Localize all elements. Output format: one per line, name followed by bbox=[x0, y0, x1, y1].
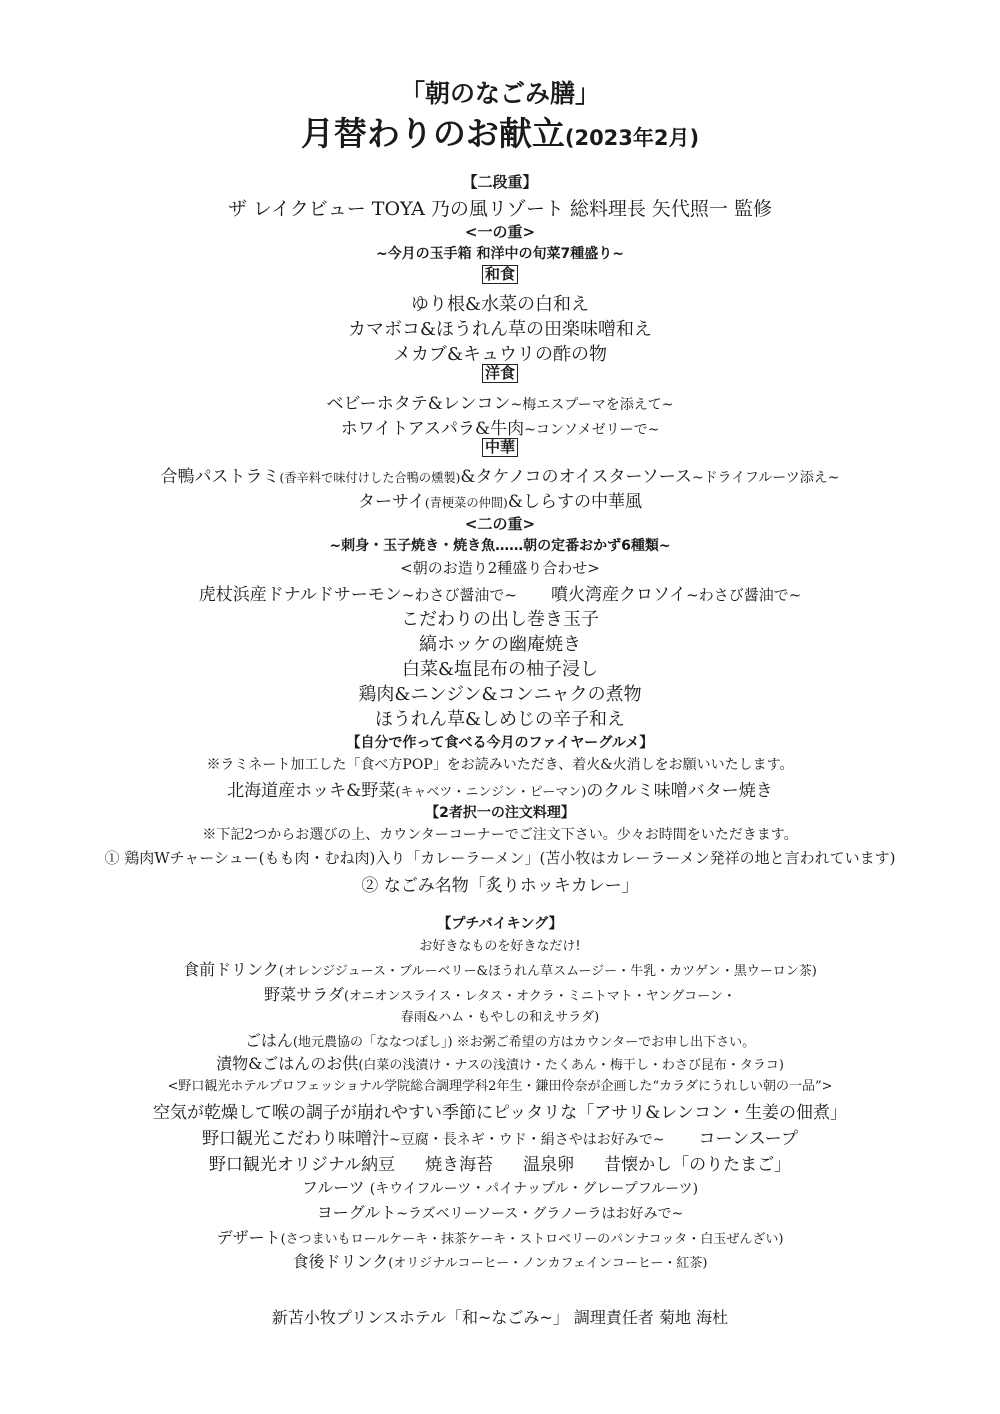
nidanju-heading: 【二段重】 bbox=[462, 173, 538, 191]
item-note: (さつまいもロールケーキ・抹茶ケーキ・ストロベリーのパンナコッタ・白玉ぜんざい) bbox=[280, 1232, 784, 1247]
sides-row bbox=[0, 1150, 1000, 1175]
item-main: 野菜サラダ bbox=[264, 985, 344, 1004]
menu-item bbox=[0, 462, 1000, 487]
item-main: 漬物&ごはんのお供 bbox=[216, 1054, 359, 1073]
item-note: ~わさび醤油で~ bbox=[401, 586, 517, 604]
item-main: 食前ドリンク bbox=[183, 960, 279, 979]
title-text: 月替わりのお献立 bbox=[300, 114, 565, 153]
ichi-no-ju-theme: ~今月の玉手箱 和洋中の旬菜7種盛り~ bbox=[375, 246, 625, 262]
side-item: 野口観光オリジナル納豆 bbox=[208, 1155, 396, 1175]
item-note: ~豆腐・長ネギ・ウド・絹さやはお好みで~ bbox=[389, 1132, 665, 1148]
menu-item: メカブ&キュウリの酢の物 bbox=[392, 344, 608, 365]
page-title bbox=[0, 108, 1000, 155]
menu-item bbox=[0, 487, 1000, 512]
supervisor-credit: ザ レイクビュー TOYA 乃の風リゾート 総料理長 矢代照一 監修 bbox=[228, 198, 772, 220]
buffet-item bbox=[0, 1051, 1000, 1074]
item-note: ~わさび醤油で~ bbox=[686, 586, 802, 604]
fire-gourmet-heading: 【自分で作って食べる今月のファイヤーグルメ】 bbox=[346, 735, 654, 751]
buffet-item bbox=[0, 1225, 1000, 1248]
item-main: 北海道産ホッキ&野菜 bbox=[227, 781, 396, 801]
item-main: ホワイトアスパラ&牛肉 bbox=[340, 419, 525, 439]
item-extra: コーンスープ bbox=[698, 1129, 798, 1149]
sashimi-heading: <朝のお造り2種盛り合わせ> bbox=[400, 559, 600, 577]
footer-credit: 新苫小牧プリンスホテル「和~なごみ~」 調理責任者 菊地 海杜 bbox=[271, 1308, 729, 1327]
item-note: ~ラズベリーソース・グラノーラはお好みで~ bbox=[396, 1206, 684, 1222]
menu-item: カマボコ&ほうれん草の田楽味噌和え bbox=[347, 319, 653, 340]
item-main: フルーツ bbox=[301, 1178, 365, 1197]
item-note: (キウイフルーツ・パイナップル・グレープフルーツ) bbox=[369, 1181, 699, 1197]
item-note: (キャベツ・ニンジン・ピーマン) bbox=[395, 785, 587, 800]
item-rest: &しらすの中華風 bbox=[507, 492, 642, 512]
item-note: (オレンジジュース・ブルーベリー&ほうれん草スムージー・牛乳・カツゲン・黒ウーロン茶) bbox=[278, 964, 817, 979]
fire-gourmet-note: ※ラミネート加工した「食べ方POP」をお読みいただき、着火&火消しをお願いいたします。 bbox=[206, 757, 794, 773]
side-item: 焼き海苔 bbox=[425, 1155, 494, 1175]
item-main: ターサイ bbox=[358, 492, 425, 512]
menu-item: ゆり根&水菜の白和え bbox=[410, 294, 590, 315]
buffet-heading: 【プチバイキング】 bbox=[437, 916, 563, 932]
item-main: 野口観光こだわり味噌汁 bbox=[202, 1129, 390, 1149]
buffet-item bbox=[0, 1028, 1000, 1051]
ni-no-ju-theme: ~刺身・玉子焼き・焼き魚……朝の定番おかず6種類~ bbox=[329, 538, 671, 554]
buffet-item bbox=[0, 1175, 1000, 1198]
item-main: 噴火湾産クロソイ bbox=[551, 585, 687, 605]
item-note: ~梅エスプーマを添えて~ bbox=[510, 397, 674, 413]
buffet-tagline: お好きなものを好きなだけ! bbox=[419, 939, 581, 954]
item-main: 虎杖浜産ドナルドサーモン bbox=[198, 585, 402, 605]
item-rest: のクルミ味噌バター焼き bbox=[586, 781, 773, 801]
side-item: 温泉卵 bbox=[523, 1155, 575, 1175]
buffet-item bbox=[0, 957, 1000, 980]
buffet-item bbox=[0, 1200, 1000, 1223]
item-note: ~コンソメゼリーで~ bbox=[524, 422, 660, 438]
yoshoku-label: 洋食 bbox=[482, 364, 518, 383]
item-main: デザート bbox=[216, 1228, 281, 1247]
order-option-2: ② なごみ名物「炙りホッキカレー」 bbox=[361, 876, 639, 896]
order-option-1: ① 鶏肉Wチャーシュー(もも肉・むね肉)入り「カレーラーメン」(苫小牧はカレーラーメン発祥の地と言われています) bbox=[104, 849, 896, 867]
menu-item: 鶏肉&ニンジン&コンニャクの煮物 bbox=[358, 684, 642, 705]
menu-subtitle: 「朝のなごみ膳」 bbox=[399, 79, 600, 108]
menu-item: 縞ホッケの幽庵焼き bbox=[419, 634, 581, 655]
washoku-label-row bbox=[0, 265, 1000, 284]
order-heading: 【2者択一の注文料理】 bbox=[425, 805, 575, 821]
item-main: ヨーグルト bbox=[316, 1203, 397, 1222]
item-main: 食後ドリンク bbox=[292, 1252, 389, 1271]
ichi-no-ju-heading: <一の重> bbox=[464, 223, 536, 241]
yoshoku-label-row bbox=[0, 364, 1000, 383]
menu-item: 白菜&塩昆布の柚子浸し bbox=[401, 659, 599, 680]
sashimi-row bbox=[0, 580, 1000, 605]
item-rest: &タケノコのオイスターソース bbox=[460, 467, 692, 487]
item-note: (香辛料で味付けした合鴨の燻製) bbox=[279, 471, 461, 485]
buffet-item bbox=[0, 1249, 1000, 1272]
item-note: (白菜の浅漬け・ナスの浅漬け・たくあん・梅干し・わさび昆布・タラコ) bbox=[358, 1058, 784, 1073]
item-note: (オリジナルコーヒー・ノンカフェインコーヒー・紅茶) bbox=[388, 1256, 708, 1271]
item-tail: ~ドライフルーツ添え~ bbox=[691, 470, 840, 486]
chuka-label-row bbox=[0, 438, 1000, 457]
washoku-label: 和食 bbox=[482, 265, 518, 284]
special-item: 空気が乾燥して喉の調子が崩れやすい季節にピッタリな「アサリ&レンコン・生姜の佃煮」 bbox=[152, 1103, 848, 1123]
item-main: 合鴨パストラミ bbox=[160, 467, 280, 487]
buffet-item bbox=[0, 982, 1000, 1005]
menu-item bbox=[0, 389, 1000, 414]
special-heading: <野口観光ホテルプロフェッショナル学院総合調理学科2年生・鎌田伶奈が企画した“カラダにうれしい朝の一品”> bbox=[167, 1079, 833, 1094]
item-main: ベビーホタテ&レンコン bbox=[326, 394, 511, 414]
item-note: (オニオンスライス・レタス・オクラ・ミニトマト・ヤングコーン・ bbox=[343, 989, 736, 1004]
ni-no-ju-heading: <二の重> bbox=[464, 515, 536, 533]
item-note: (青梗菜の仲間) bbox=[424, 496, 508, 510]
item-note: (地元農協の「ななつぼし」) ※お粥ご希望の方はカウンターでお申し出下さい。 bbox=[292, 1035, 756, 1050]
fire-gourmet-item bbox=[0, 776, 1000, 801]
side-item: 昔懐かし「のりたまご」 bbox=[604, 1155, 792, 1175]
title-date: (2023年2月) bbox=[564, 126, 700, 150]
order-note: ※下記2つからお選びの上、カウンターコーナーでご注文下さい。少々お時間をいただきます。 bbox=[202, 827, 798, 843]
buffet-item-continued: 春雨&ハム・もやしの和えサラダ) bbox=[400, 1010, 600, 1025]
menu-item bbox=[0, 414, 1000, 439]
item-main: ごはん bbox=[244, 1031, 293, 1050]
miso-row bbox=[0, 1124, 1000, 1149]
chuka-label: 中華 bbox=[482, 438, 518, 457]
menu-item: こだわりの出し巻き玉子 bbox=[401, 609, 599, 630]
menu-item: ほうれん草&しめじの辛子和え bbox=[374, 709, 626, 730]
